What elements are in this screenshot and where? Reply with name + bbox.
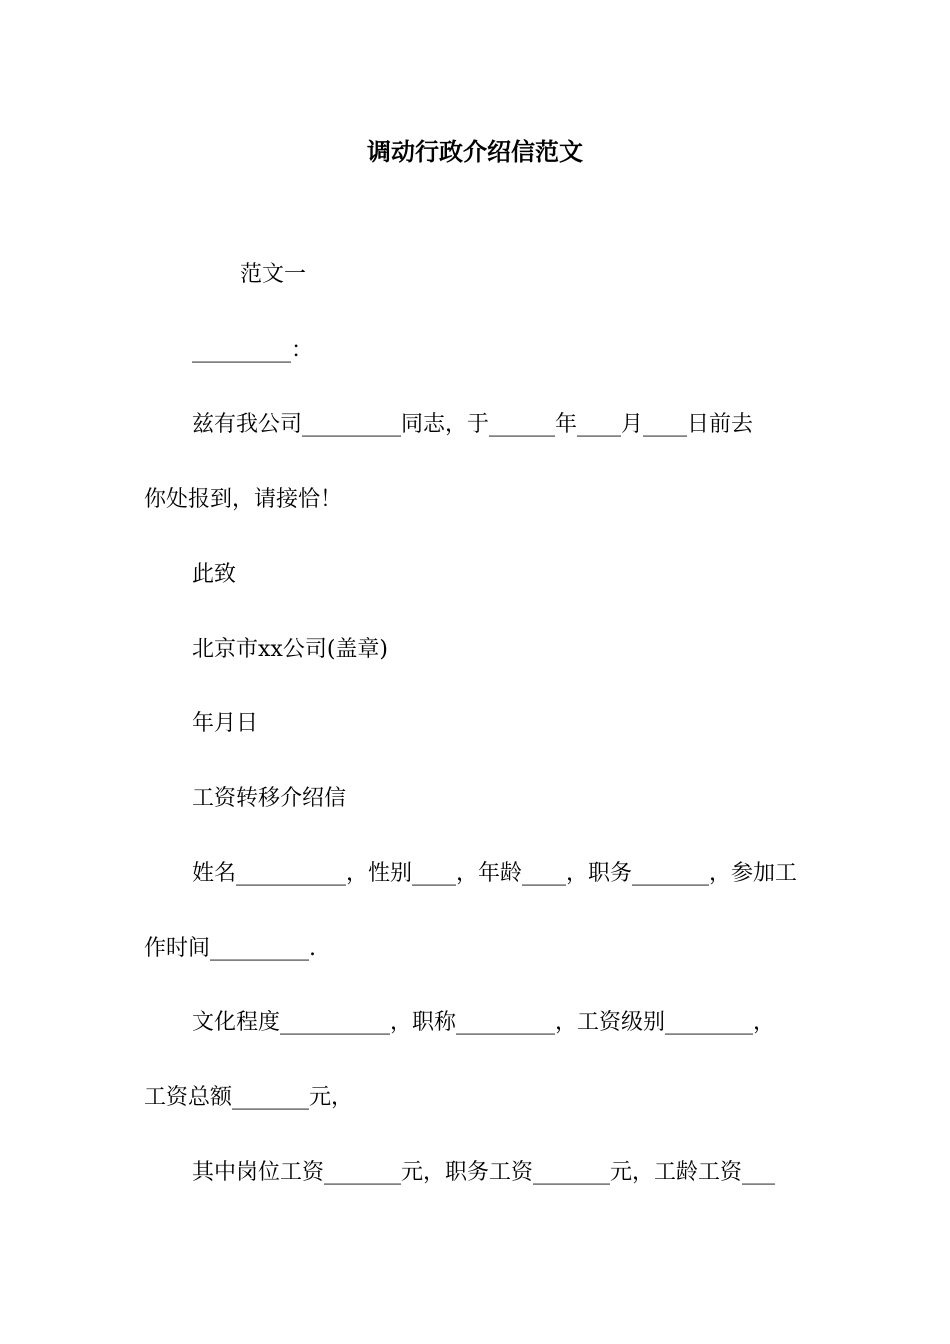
date-line: 年月日 bbox=[192, 711, 259, 736]
body-paragraph-line: 你处报到，请接恰！ bbox=[144, 487, 343, 512]
document-title: 调动行政介绍信范文 bbox=[367, 137, 583, 166]
section-heading: 范文一 bbox=[240, 262, 307, 287]
body-paragraph-line: 兹有我公司_________同志，于______年____月____日前去 bbox=[192, 412, 754, 437]
body-paragraph-line: 工资总额_______元， bbox=[144, 1085, 354, 1110]
body-paragraph-line: 文化程度__________，职称_________，工资级别________， bbox=[192, 1010, 776, 1035]
section-heading: 工资转移介绍信 bbox=[192, 786, 347, 811]
body-paragraph-line: 姓名__________，性别____，年龄____，职务_______，参加工 bbox=[192, 861, 798, 886]
body-paragraph-line: 其中岗位工资_______元，职务工资_______元，工龄工资___ bbox=[192, 1160, 776, 1185]
body-paragraph-line: 作时间_________. bbox=[144, 936, 316, 961]
recipient-line: _________： bbox=[192, 338, 314, 363]
signature-line: 北京市xx公司(盖章) bbox=[192, 637, 388, 662]
closing-line: 此致 bbox=[192, 562, 237, 587]
